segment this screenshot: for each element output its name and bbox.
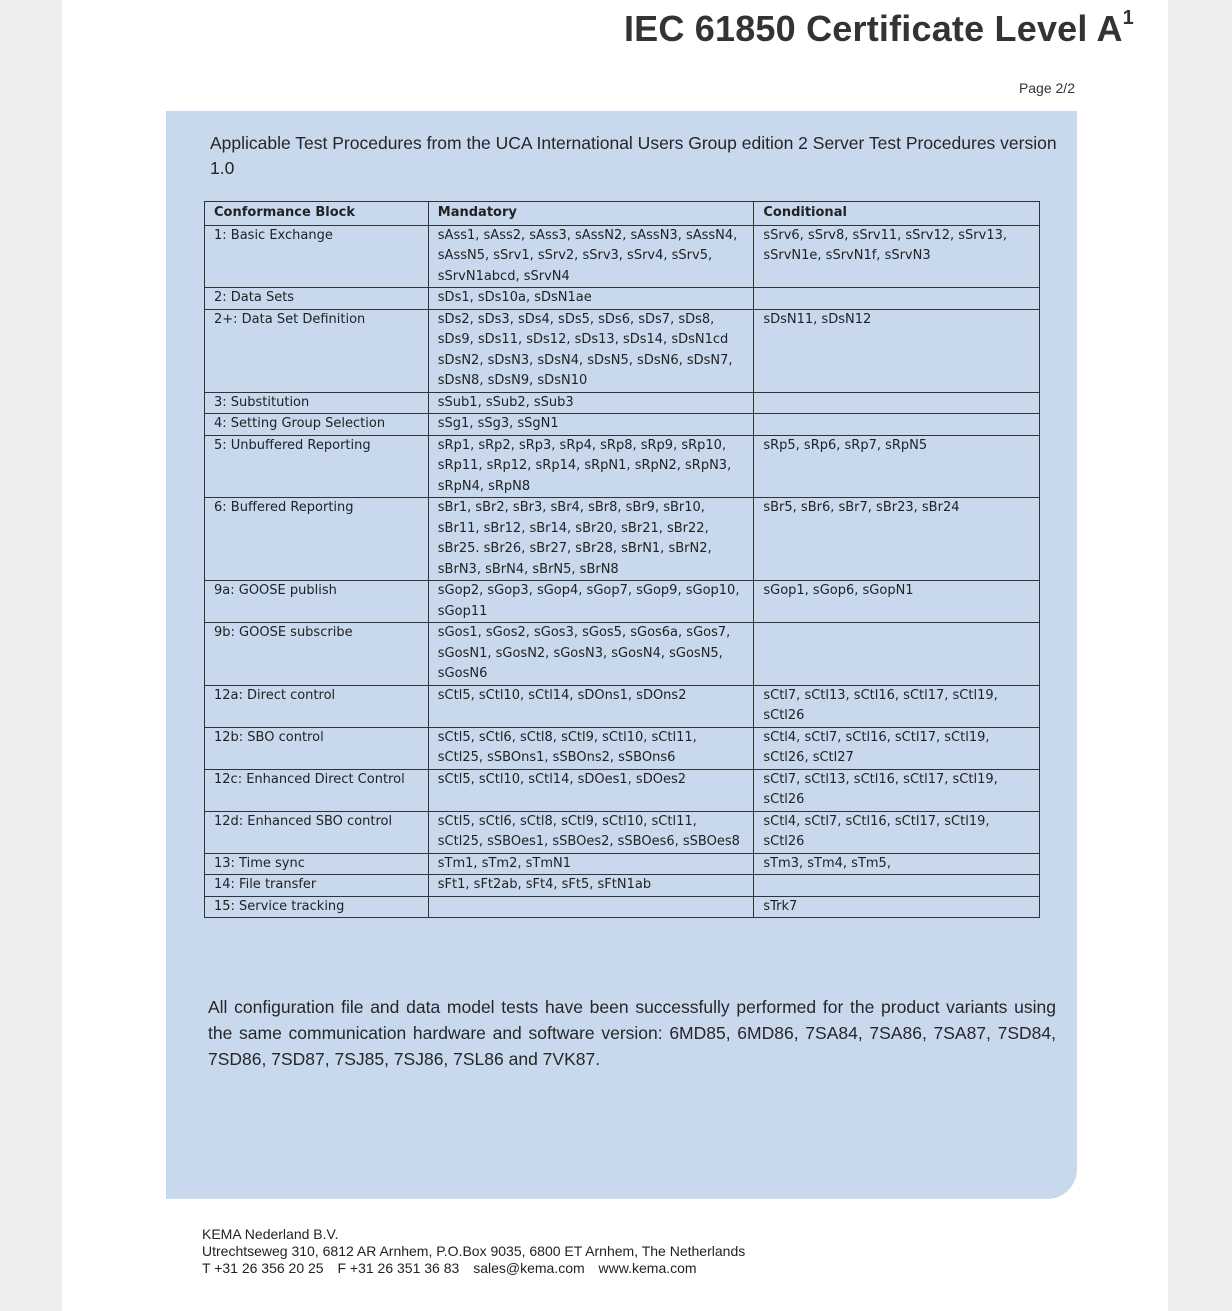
- footer-fax: F +31 26 351 36 83: [337, 1260, 460, 1276]
- header-conditional: Conditional: [754, 202, 1040, 226]
- cell-block: 5: Unbuffered Reporting: [205, 435, 429, 498]
- cell-conditional: sTrk7: [754, 896, 1040, 918]
- title-footnote-mark: 1: [1122, 7, 1134, 29]
- cell-block: 2+: Data Set Definition: [205, 309, 429, 392]
- footer: [202, 1226, 745, 1277]
- conformance-table: [204, 201, 1040, 918]
- table-row: [205, 288, 1040, 310]
- table-row: [205, 896, 1040, 918]
- table-row: [205, 225, 1040, 288]
- cell-block: 6: Buffered Reporting: [205, 498, 429, 581]
- cell-block: 12b: SBO control: [205, 727, 429, 769]
- outro-paragraph: All configuration file and data model tests have been successfully performed for the product variants using the same communication hardware and software version: 6MD85, 6MD86, 7SA84, 7SA86, 7SA87, 7SD84, 7SD86, 7SD87, 7SJ85, 7SJ86, 7SL86 and 7VK87.: [208, 997, 1056, 1069]
- cell-mandatory: sSg1, sSg3, sSgN1: [428, 414, 754, 436]
- table-row: [205, 309, 1040, 392]
- table-row: [205, 727, 1040, 769]
- footer-phone: T +31 26 356 20 25: [202, 1260, 324, 1276]
- cell-mandatory: sSub1, sSub2, sSub3: [428, 392, 754, 414]
- table-row: [205, 498, 1040, 581]
- cell-block: 9b: GOOSE subscribe: [205, 623, 429, 686]
- table-row: [205, 769, 1040, 811]
- cell-conditional: [754, 414, 1040, 436]
- cell-mandatory: sDs1, sDs10a, sDsN1ae: [428, 288, 754, 310]
- cell-mandatory: sCtl5, sCtl10, sCtl14, sDOns1, sDOns2: [428, 685, 754, 727]
- page-number: Page 2/2: [1018, 80, 1075, 96]
- page-title: [624, 8, 1134, 50]
- cell-block: 1: Basic Exchange: [205, 225, 429, 288]
- cell-mandatory: sCtl5, sCtl6, sCtl8, sCtl9, sCtl10, sCtl11, sCtl25, sSBOes1, sSBOes2, sSBOes6, sSBOes8: [428, 811, 754, 853]
- cell-block: 15: Service tracking: [205, 896, 429, 918]
- cell-mandatory: sRp1, sRp2, sRp3, sRp4, sRp8, sRp9, sRp10, sRp11, sRp12, sRp14, sRpN1, sRpN2, sRpN3, sRpN4, sRpN8: [428, 435, 754, 498]
- table-row: [205, 581, 1040, 623]
- table-header-row: [205, 202, 1040, 226]
- cell-mandatory: sBr1, sBr2, sBr3, sBr4, sBr8, sBr9, sBr10, sBr11, sBr12, sBr14, sBr20, sBr21, sBr22, sBr25. sBr26, sBr27, sBr28, sBrN1, sBrN2, sBrN3, sBrN4, sBrN5, sBrN8: [428, 498, 754, 581]
- footer-company: KEMA Nederland B.V.: [202, 1226, 339, 1242]
- cell-block: 3: Substitution: [205, 392, 429, 414]
- cell-conditional: sCtl7, sCtl13, sCtl16, sCtl17, sCtl19, sCtl26: [754, 685, 1040, 727]
- cell-block: 12d: Enhanced SBO control: [205, 811, 429, 853]
- table-row: [205, 875, 1040, 897]
- cell-conditional: sRp5, sRp6, sRp7, sRpN5: [754, 435, 1040, 498]
- footer-address: Utrechtseweg 310, 6812 AR Arnhem, P.O.Box 9035, 6800 ET Arnhem, The Netherlands: [202, 1243, 746, 1259]
- table-row: [205, 414, 1040, 436]
- cell-mandatory: sCtl5, sCtl6, sCtl8, sCtl9, sCtl10, sCtl11, sCtl25, sSBOns1, sSBOns2, sSBOns6: [428, 727, 754, 769]
- cell-conditional: sCtl4, sCtl7, sCtl16, sCtl17, sCtl19, sCtl26: [754, 811, 1040, 853]
- footer-email: sales@kema.com: [473, 1260, 585, 1276]
- cell-conditional: [754, 288, 1040, 310]
- table-row: [205, 392, 1040, 414]
- cell-conditional: sDsN11, sDsN12: [754, 309, 1040, 392]
- table-row: [205, 811, 1040, 853]
- cell-conditional: sGop1, sGop6, sGopN1: [754, 581, 1040, 623]
- footer-website: www.kema.com: [598, 1260, 697, 1276]
- table-row: [205, 623, 1040, 686]
- cell-mandatory: sFt1, sFt2ab, sFt4, sFt5, sFtN1ab: [428, 875, 754, 897]
- cell-mandatory: sDs2, sDs3, sDs4, sDs5, sDs6, sDs7, sDs8, sDs9, sDs11, sDs12, sDs13, sDs14, sDsN1cd sDsN2, sDsN3, sDsN4, sDsN5, sDsN6, sDsN7, sDsN8, sDsN9, sDsN10: [428, 309, 754, 392]
- cell-block: 2: Data Sets: [205, 288, 429, 310]
- cell-mandatory: sGos1, sGos2, sGos3, sGos5, sGos6a, sGos7, sGosN1, sGosN2, sGosN3, sGosN4, sGosN5, sGosN6: [428, 623, 754, 686]
- cell-conditional: [754, 875, 1040, 897]
- header-mandatory: Mandatory: [428, 202, 754, 226]
- cell-conditional: sCtl7, sCtl13, sCtl16, sCtl17, sCtl19, sCtl26: [754, 769, 1040, 811]
- content-panel: [166, 111, 1077, 1199]
- footer-contact: [202, 1260, 745, 1277]
- cell-block: 13: Time sync: [205, 853, 429, 875]
- cell-conditional: [754, 392, 1040, 414]
- cell-conditional: sCtl4, sCtl7, sCtl16, sCtl17, sCtl19, sCtl26, sCtl27: [754, 727, 1040, 769]
- cell-mandatory: sGop2, sGop3, sGop4, sGop7, sGop9, sGop10, sGop11: [428, 581, 754, 623]
- cell-block: 9a: GOOSE publish: [205, 581, 429, 623]
- cell-block: 14: File transfer: [205, 875, 429, 897]
- cell-mandatory: sTm1, sTm2, sTmN1: [428, 853, 754, 875]
- table-row: [205, 685, 1040, 727]
- intro-paragraph: Applicable Test Procedures from the UCA International Users Group edition 2 Server Test Procedures version 1.0: [210, 133, 1057, 178]
- cell-mandatory: [428, 896, 754, 918]
- cell-conditional: sSrv6, sSrv8, sSrv11, sSrv12, sSrv13, sSrvN1e, sSrvN1f, sSrvN3: [754, 225, 1040, 288]
- header-conformance-block: Conformance Block: [205, 202, 429, 226]
- cell-block: 12a: Direct control: [205, 685, 429, 727]
- table-row: [205, 435, 1040, 498]
- title-text: IEC 61850 Certificate Level A: [623, 8, 1123, 49]
- cell-block: 4: Setting Group Selection: [205, 414, 429, 436]
- cell-conditional: sBr5, sBr6, sBr7, sBr23, sBr24: [754, 498, 1040, 581]
- cell-mandatory: sAss1, sAss2, sAss3, sAssN2, sAssN3, sAssN4, sAssN5, sSrv1, sSrv2, sSrv3, sSrv4, sSrv5, sSrvN1abcd, sSrvN4: [428, 225, 754, 288]
- cell-block: 12c: Enhanced Direct Control: [205, 769, 429, 811]
- cell-conditional: sTm3, sTm4, sTm5,: [754, 853, 1040, 875]
- table-row: [205, 853, 1040, 875]
- cell-conditional: [754, 623, 1040, 686]
- cell-mandatory: sCtl5, sCtl10, sCtl14, sDOes1, sDOes2: [428, 769, 754, 811]
